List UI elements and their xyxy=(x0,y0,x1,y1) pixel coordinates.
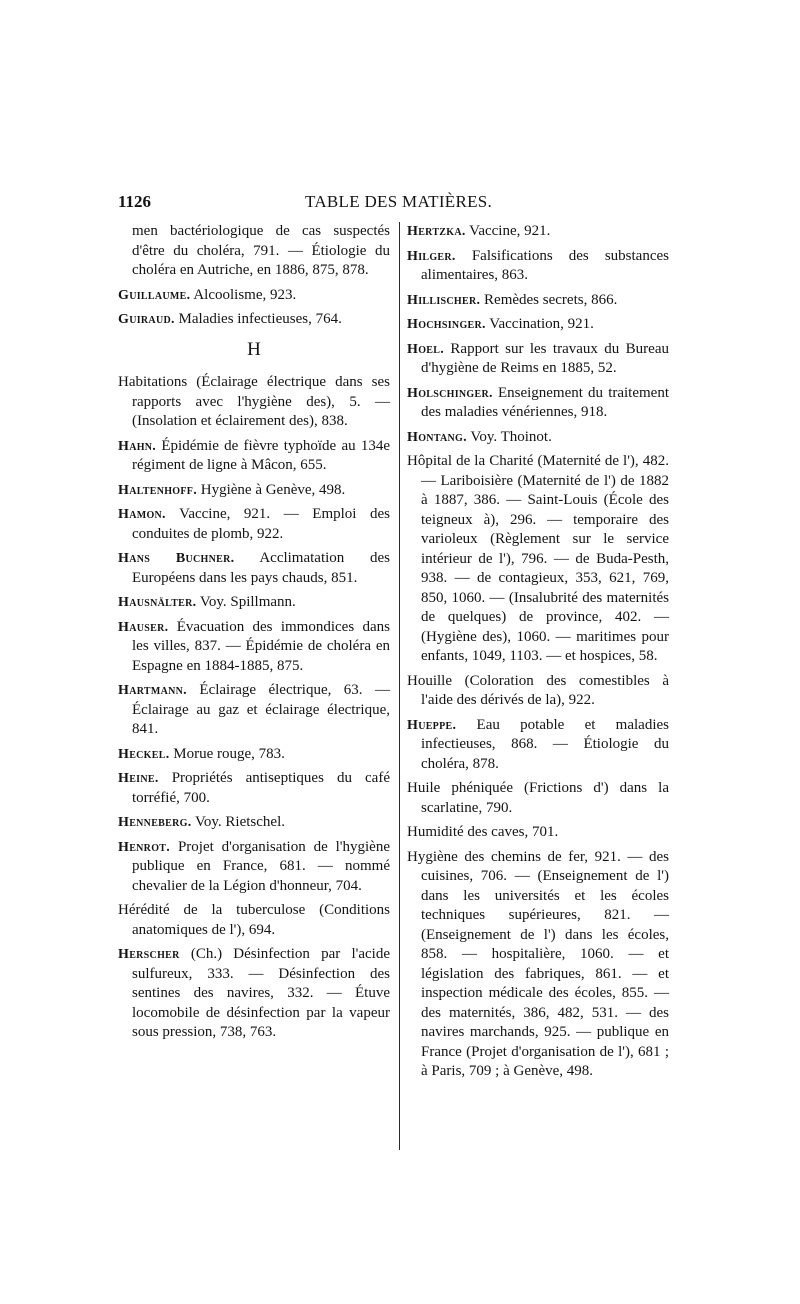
entry-text: Vaccine, 921. xyxy=(465,223,551,239)
entry-text: Éclairage électrique, 63. — Éclairage au gaz et éclairage électrique, 841. xyxy=(132,682,390,737)
index-entry xyxy=(118,593,390,613)
entry-author-name: Heckel. xyxy=(118,746,170,762)
entry-author-name: Henneberg. xyxy=(118,815,192,830)
entry-text: Houille (Coloration des comestibles à l'aide des dérivés de la), 922. xyxy=(407,672,669,708)
index-entry xyxy=(407,384,669,423)
entry-text: Huile phéniquée (Frictions d') dans la scarlatine, 790. xyxy=(407,780,669,816)
entry-author-name: Hahn. xyxy=(118,438,157,454)
entry-text: Acclimatation des Européens dans les pays chauds, 851. xyxy=(132,550,391,586)
index-entry xyxy=(118,745,390,765)
index-entry xyxy=(407,716,669,775)
index-entry xyxy=(407,823,669,843)
entry-author-name: Hueppe. xyxy=(407,717,457,733)
entry-text: Remèdes secrets, 866. xyxy=(480,291,618,308)
index-entry xyxy=(118,286,390,306)
index-entry xyxy=(407,779,669,818)
entry-author-name: Hartmann. xyxy=(118,683,187,698)
entry-text: Humidité des caves, 701. xyxy=(407,824,559,840)
index-entry xyxy=(118,618,390,677)
entry-text: Enseignement du traitement des maladies vénériennes, 918. xyxy=(421,384,669,420)
entry-author-name: Hillischer. xyxy=(407,292,481,308)
entry-text: Propriétés antiseptiques du café torréfié, 700. xyxy=(132,770,390,806)
entry-author-name: Holschinger. xyxy=(407,385,493,401)
entry-author-name: Guiraud. xyxy=(118,312,175,327)
index-entry xyxy=(118,549,390,588)
entry-text: Voy. Spillmann. xyxy=(196,594,296,610)
right-column xyxy=(407,222,669,1087)
entry-author-name: Haltenhoff. xyxy=(118,482,197,498)
entry-author-name: Hauser. xyxy=(118,619,169,635)
entry-text: Vaccine, 921. — Emploi des conduites de plomb, 922. xyxy=(132,506,390,542)
entry-text: Rapport sur les travaux du Bureau d'hygiène de Reims en 1885, 52. xyxy=(421,340,669,376)
index-entry xyxy=(407,222,669,242)
index-entry xyxy=(407,428,669,448)
index-entry xyxy=(407,247,669,286)
index-entry xyxy=(407,452,669,667)
index-entry xyxy=(118,505,390,544)
entry-text: Voy. Thoinot. xyxy=(466,428,552,445)
entry-text: (Ch.) Désinfection par l'acide sulfureux, 333. — Désinfection des sentines des navires, 332. — Étuve locomobile de désinfection par la vapeur sous pression, 738, 763. xyxy=(132,946,390,1040)
index-entry xyxy=(118,222,390,281)
index-entry xyxy=(118,769,390,808)
index-entry xyxy=(407,291,669,311)
entry-author-name: Hausnälter. xyxy=(118,595,197,610)
entry-text: Voy. Rietschel. xyxy=(191,814,285,830)
entry-text: Falsifications des substances alimentaires, 863. xyxy=(421,247,669,283)
entry-text: Épidémie de fièvre typhoïde au 134e régiment de ligne à Mâcon, 655. xyxy=(132,437,390,473)
entry-text: Maladies infectieuses, 764. xyxy=(174,311,342,327)
index-entry xyxy=(118,681,390,740)
index-entry xyxy=(118,945,390,1043)
index-entry xyxy=(407,315,669,335)
entry-text: Projet d'organisation de l'hygiène publique en France, 681. — nommé chevalier de la Légion d'honneur, 704. xyxy=(132,838,390,894)
entry-text: Hérédité de la tuberculose (Conditions anatomiques de l'), 694. xyxy=(118,902,390,938)
entry-text: Morue rouge, 783. xyxy=(169,745,285,762)
running-title: TABLE DES MATIÈRES. xyxy=(305,192,493,211)
entry-text: Habitations (Éclairage électrique dans ses rapports avec l'hygiène des), 5. — (Insolation et éclairement des), 838. xyxy=(118,374,390,429)
index-entry xyxy=(118,373,390,432)
index-entry xyxy=(118,481,390,501)
entry-text: men bactériologique de cas suspectés d'être du choléra, 791. — Étiologie du choléra en Autriche, en 1886, 875, 878. xyxy=(132,223,390,278)
entry-text: Alcoolisme, 923. xyxy=(190,286,297,303)
entry-text: Eau potable et maladies infectieuses, 868. — Étiologie du choléra, 878. xyxy=(421,716,669,772)
entry-text: Hôpital de la Charité (Maternité de l'), 482. — Lariboisière (Maternité de l') de 1882 à 1887, 386. — Saint-Louis (École des teigneux à), 296. — temporaire des varioleux (Règlement sur le service intérieur de l'), 796. — de Buda-Pesth, 938. — de contagieux, 353, 621, 769, 850, 1060. — (Insalubrité des maternités de quelques) de province, 402. — (Hygiène des), 1060. — maritimes pour enfants, 1049, 1103. — et hospices, 58. xyxy=(407,453,669,664)
entry-author-name: Hontang. xyxy=(407,429,467,445)
entry-author-name: Guillaume. xyxy=(118,287,191,303)
column-divider xyxy=(399,222,400,1150)
index-entry xyxy=(118,838,390,897)
entry-author-name: Herscher xyxy=(118,947,180,962)
index-entry xyxy=(407,672,669,711)
index-entry xyxy=(407,848,669,1082)
entry-author-name: Hilger. xyxy=(407,248,456,264)
entry-author-name: Hans Buchner. xyxy=(118,551,235,566)
entry-text: Vaccination, 921. xyxy=(485,316,594,332)
index-entry xyxy=(118,901,390,940)
entry-text: Hygiène des chemins de fer, 921. — des cuisines, 706. — (Enseignement de l') dans les universités et les écoles techniques supérieures, 821. — (Enseignement de l') dans les écoles, 858. — hospitalière, 1060. — et législation des fabriques, 861. — et inspection médicale des écoles, 855. — des maternités, 386, 482, 531. — des navires marchands, 925. — publique en France (Projet d'organisation de l'), 681 ; à Paris, 709 ; à Genève, 498. xyxy=(407,848,669,1079)
entry-text: Évacuation des immondices dans les villes, 837. — Épidémie de choléra en Espagne en 1884-1885, 875. xyxy=(132,618,390,674)
page-number: 1126 xyxy=(118,192,152,211)
index-entry xyxy=(118,813,390,833)
index-entry xyxy=(118,437,390,476)
entry-author-name: Hertzka. xyxy=(407,224,466,239)
section-letter-heading: H xyxy=(247,338,261,360)
index-entry xyxy=(407,340,669,379)
entry-author-name: Henrot. xyxy=(118,839,171,855)
left-column xyxy=(118,222,390,1048)
entry-author-name: Heine. xyxy=(118,771,159,786)
entry-author-name: Hochsinger. xyxy=(407,317,486,332)
entry-author-name: Hamon. xyxy=(118,507,166,522)
entry-author-name: Hoel. xyxy=(407,341,445,357)
entry-text: Hygiène à Genève, 498. xyxy=(197,481,346,498)
index-entry xyxy=(118,310,390,330)
